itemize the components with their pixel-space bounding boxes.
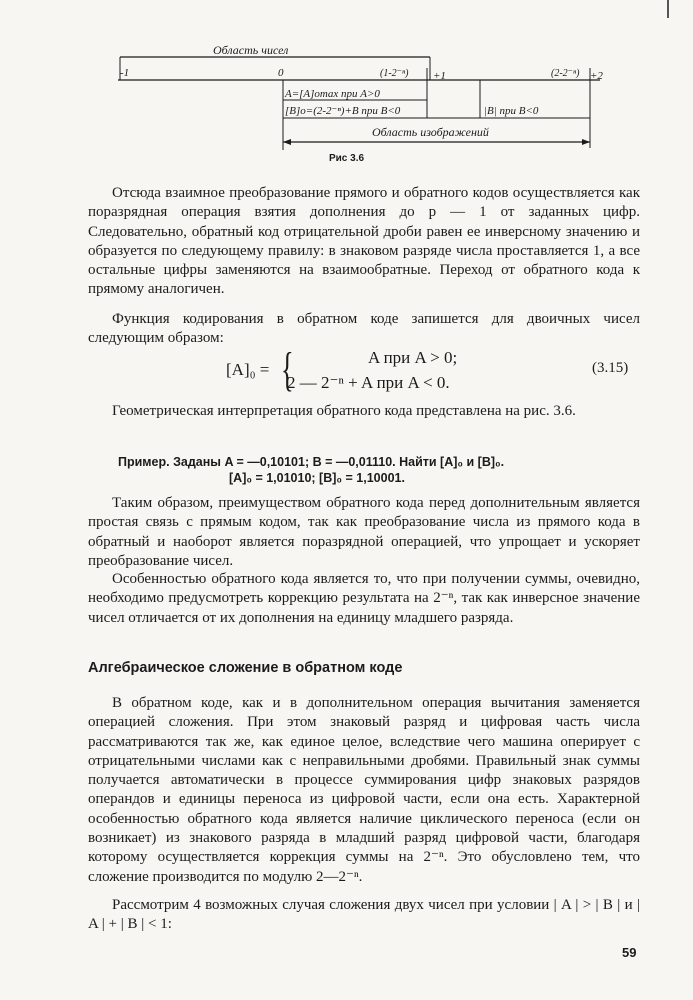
tick-plus-two: +2 xyxy=(590,70,603,82)
label-b-formula: [B]o=(2-2⁻ⁿ)+B при B<0 xyxy=(285,105,401,117)
example-block xyxy=(118,454,638,486)
paragraph-four-cases: Рассмотрим 4 возможных случая сложения двух чисел при условии | A | > | B | и | A | + | B | < 1: xyxy=(88,897,640,933)
formula-brace: { xyxy=(281,343,294,396)
tick-zero: 0 xyxy=(278,67,284,79)
formula-3-15 xyxy=(0,343,693,398)
paragraph-coding-function: Функция кодирования в обратном коде запишется для двоичных чисел следующим образом: xyxy=(88,311,640,347)
formula-number: (3.15) xyxy=(592,360,629,376)
example-line-2: [A]₀ = 1,01010; [B]₀ = 1,10001. xyxy=(229,471,405,485)
figure-caption: Рис 3.6 xyxy=(328,153,365,164)
tick-two-minus: (2-2⁻ⁿ) xyxy=(551,68,580,79)
paragraph-correction: Особенностью обратного кода является то, что при получении суммы, очевидно, необходимо предусмотреть коррекцию результата на 2⁻ⁿ, так как инверсное значение чисел отличается от их дополнения на единицу младшего разряда. xyxy=(88,571,640,626)
formula-row-negative: 2 — 2⁻ⁿ + A при A < 0. xyxy=(287,373,450,392)
label-a-max: A=[A]omax при A>0 xyxy=(285,88,380,100)
image-area-label: Область изображений xyxy=(372,125,489,139)
section-heading: Алгебраическое сложение в обратном коде xyxy=(88,660,403,676)
formula-lhs: [A]₀ = xyxy=(226,360,270,379)
paragraph-reverse-conversion: Отсюда взаимное преобразование прямого и обратного кодов осуществляется как поразрядная операция взятия дополнения до p — 1 от заданных цифр. Следовательно, обратный код отрицательной дроби равен ее инверсному значению и образуется по следующему правилу: в знаковом разряде числа проставляется 1, а все остальные цифры заменяются на взаимообратные. Переход от обратного кода к прямому аналогичен. xyxy=(88,185,640,298)
tick-minus-one: -1 xyxy=(120,67,130,79)
formula-row-positive: A при A > 0; xyxy=(368,348,458,367)
page-number: 59 xyxy=(622,945,637,960)
paragraph-geometric-interpretation: Геометрическая интерпретация обратного кода представлена на рис. 3.6. xyxy=(112,403,576,419)
paragraph-addition: В обратном коде, как и в дополнительном операция вычитания заменяется операцией сложения. При этом знаковый разряд и цифровая часть числа рассматриваются так же, как единое целое, вследствие чего машина оперирует с отрицательными числами как с неправильными дробями. Правильный знак суммы получается автоматически в процессе суммирования цифр знаковых разрядов операндов и единицы переноса из цифровой части, если она есть. Характерной особенностью обратного кода является наличие циклического переноса (если он возникает) из знакового разряда в младший разряд цифровой части, благодаря которому осуществляется коррекция суммы на 2⁻ⁿ. Это обусловлено тем, что сложение производится по модулю 2—2⁻ⁿ. xyxy=(88,695,640,885)
tick-one-minus: (1-2⁻ⁿ) xyxy=(380,68,409,79)
tick-plus-one: +1 xyxy=(433,70,446,82)
paragraph-advantage: Таким образом, преимуществом обратного кода перед дополнительным является простая связь с прямым кодом, так как преобразование числа из прямого кода в обратный и наоборот является поразрядной операцией, что упрощает и ускоряет преобразование чисел. xyxy=(88,495,640,569)
label-b-abs: |B| при B<0 xyxy=(484,105,539,117)
example-line-1: Пример. Заданы A = —0,10101; B = —0,01110. Найти [A]₀ и [B]₀. xyxy=(118,455,505,469)
number-area-label: Область чисел xyxy=(213,43,289,57)
